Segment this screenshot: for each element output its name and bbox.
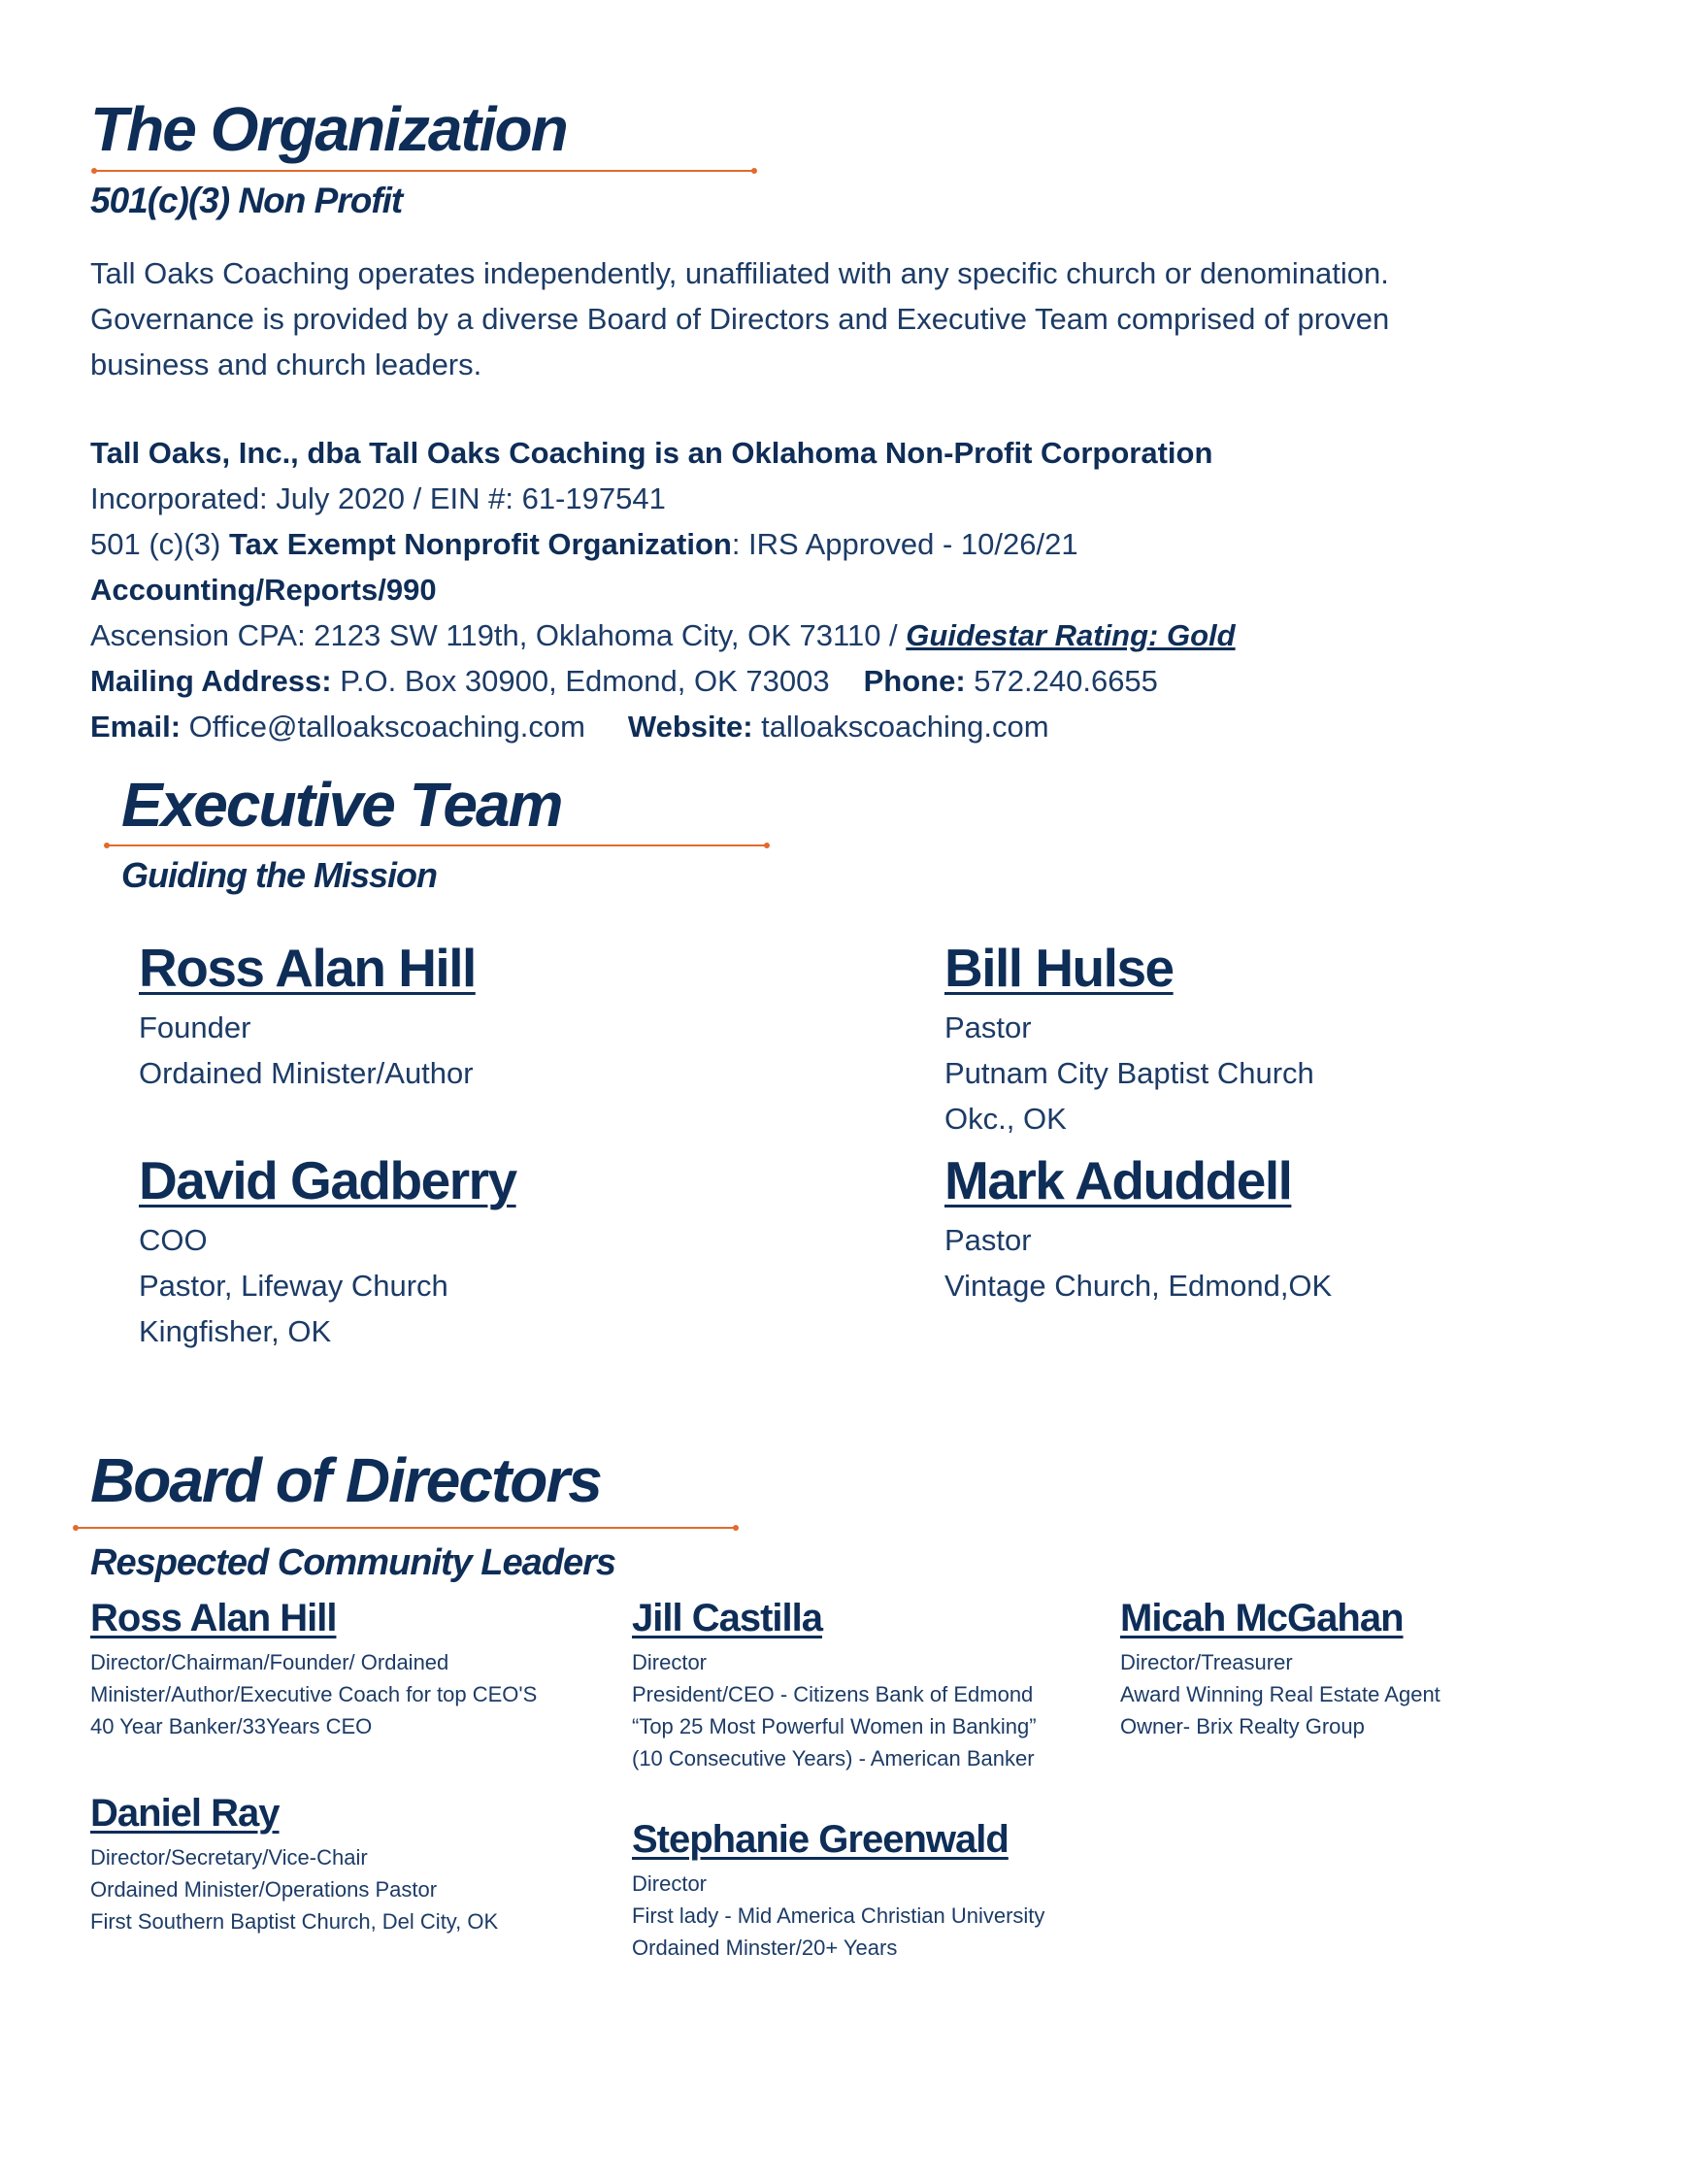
board-member: [1120, 1599, 1440, 1742]
organization-info: [90, 430, 1236, 749]
executive-member: [944, 1150, 1333, 1308]
executive-member-name[interactable]: Bill Hulse: [944, 938, 1174, 998]
board-member-detail: Ordained Minister/Operations Pastor: [90, 1877, 438, 1902]
executive-member-role: Pastor: [944, 1223, 1032, 1257]
accounting-label: Accounting/Reports/990: [90, 573, 437, 607]
website-label: Website:: [627, 710, 753, 744]
board-member-role: Director: [632, 1871, 708, 1896]
executive-member-role: Pastor: [944, 1010, 1032, 1044]
executive-member-detail: Okc., OK: [944, 1102, 1067, 1136]
guidestar-link[interactable]: Guidestar Rating: Gold: [906, 618, 1236, 652]
email-website-line: [90, 704, 1236, 749]
organization-description: [90, 250, 1389, 387]
title-underline-rule: [94, 170, 754, 172]
board-member-name[interactable]: Daniel Ray: [90, 1792, 280, 1835]
phone-label: Phone:: [863, 664, 966, 698]
corporation-line: Tall Oaks, Inc., dba Tall Oaks Coaching is an Oklahoma Non-Profit Corporation: [90, 436, 1213, 470]
board-member-detail: 40 Year Banker/33Years CEO: [90, 1714, 373, 1738]
title-underline-rule: [107, 844, 767, 846]
board-member-role: Director/Secretary/Vice-Chair: [90, 1845, 368, 1870]
board-member-detail: Owner- Brix Realty Group: [1120, 1714, 1365, 1738]
organization-title: The Organization: [90, 94, 567, 164]
title-underline-rule: [76, 1527, 736, 1529]
phone-value: 572.240.6655: [965, 664, 1158, 698]
board-member-detail: First lady - Mid America Christian University: [632, 1903, 1045, 1928]
board-member: [90, 1794, 498, 1937]
board-member-role: Director/Treasurer: [1120, 1650, 1293, 1674]
executive-member: [139, 1150, 516, 1354]
executive-member-role: COO: [139, 1223, 208, 1257]
tax-bold: Tax Exempt Nonprofit Organization: [228, 527, 732, 561]
board-member: [632, 1820, 1044, 1964]
mailing-label: Mailing Address:: [90, 664, 332, 698]
board-member: [90, 1599, 537, 1742]
cpa-text: Ascension CPA: 2123 SW 119th, Oklahoma City, OK 73110 /: [90, 618, 907, 652]
description-line: Governance is provided by a diverse Board of Directors and Executive Team comprised of proven: [90, 302, 1390, 336]
executive-member-detail: Pastor, Lifeway Church: [139, 1269, 448, 1303]
board-member-detail: “Top 25 Most Powerful Women in Banking”: [632, 1714, 1037, 1738]
executive-member-name[interactable]: David Gadberry: [139, 1150, 516, 1210]
board-member: [632, 1599, 1037, 1774]
board-member-name[interactable]: Micah McGahan: [1120, 1597, 1404, 1639]
board-member-role: Director/Chairman/Founder/ Ordained: [90, 1650, 449, 1674]
tax-status-line: [90, 521, 1236, 567]
tax-suffix: : IRS Approved - 10/26/21: [731, 527, 1078, 561]
executive-member-detail: Putnam City Baptist Church: [944, 1056, 1314, 1090]
board-member-detail: Minister/Author/Executive Coach for top CEO'S: [90, 1682, 538, 1706]
email-label: Email:: [90, 710, 182, 744]
incorporated-line: Incorporated: July 2020 / EIN #: 61-197541: [90, 481, 666, 515]
mailing-phone-line: [90, 658, 1236, 704]
email-value[interactable]: Office@talloakscoaching.com: [181, 710, 585, 744]
mailing-value: P.O. Box 30900, Edmond, OK 73003: [331, 664, 830, 698]
board-member-name[interactable]: Jill Castilla: [632, 1597, 822, 1639]
website-value[interactable]: talloakscoaching.com: [752, 710, 1049, 744]
executive-member: [139, 938, 476, 1096]
executive-member: [944, 938, 1314, 1142]
executive-subtitle: Guiding the Mission: [121, 855, 437, 895]
board-member-detail: Ordained Minster/20+ Years: [632, 1936, 898, 1960]
description-line: Tall Oaks Coaching operates independently, unaffiliated with any specific church or denomination.: [90, 256, 1389, 290]
board-member-detail: Award Winning Real Estate Agent: [1120, 1682, 1440, 1706]
executive-member-detail: Ordained Minister/Author: [139, 1056, 474, 1090]
executive-title: Executive Team: [121, 770, 562, 840]
description-line: business and church leaders.: [90, 347, 482, 381]
board-member-name[interactable]: Ross Alan Hill: [90, 1597, 337, 1639]
board-member-name[interactable]: Stephanie Greenwald: [632, 1818, 1009, 1861]
board-member-detail: (10 Consecutive Years) - American Banker: [632, 1746, 1035, 1770]
tax-prefix: 501 (c)(3): [90, 527, 229, 561]
organization-subtitle: 501(c)(3) Non Profit: [90, 181, 403, 220]
board-title: Board of Directors: [90, 1445, 601, 1515]
cpa-line: [90, 612, 1236, 658]
executive-member-detail: Vintage Church, Edmond,OK: [944, 1269, 1333, 1303]
executive-member-role: Founder: [139, 1010, 251, 1044]
board-member-detail: President/CEO - Citizens Bank of Edmond: [632, 1682, 1034, 1706]
board-member-detail: First Southern Baptist Church, Del City, OK: [90, 1909, 499, 1934]
executive-member-name[interactable]: Mark Aduddell: [944, 1150, 1292, 1210]
executive-member-detail: Kingfisher, OK: [139, 1314, 332, 1348]
executive-member-name[interactable]: Ross Alan Hill: [139, 938, 476, 998]
board-subtitle: Respected Community Leaders: [90, 1542, 616, 1583]
board-member-role: Director: [632, 1650, 708, 1674]
